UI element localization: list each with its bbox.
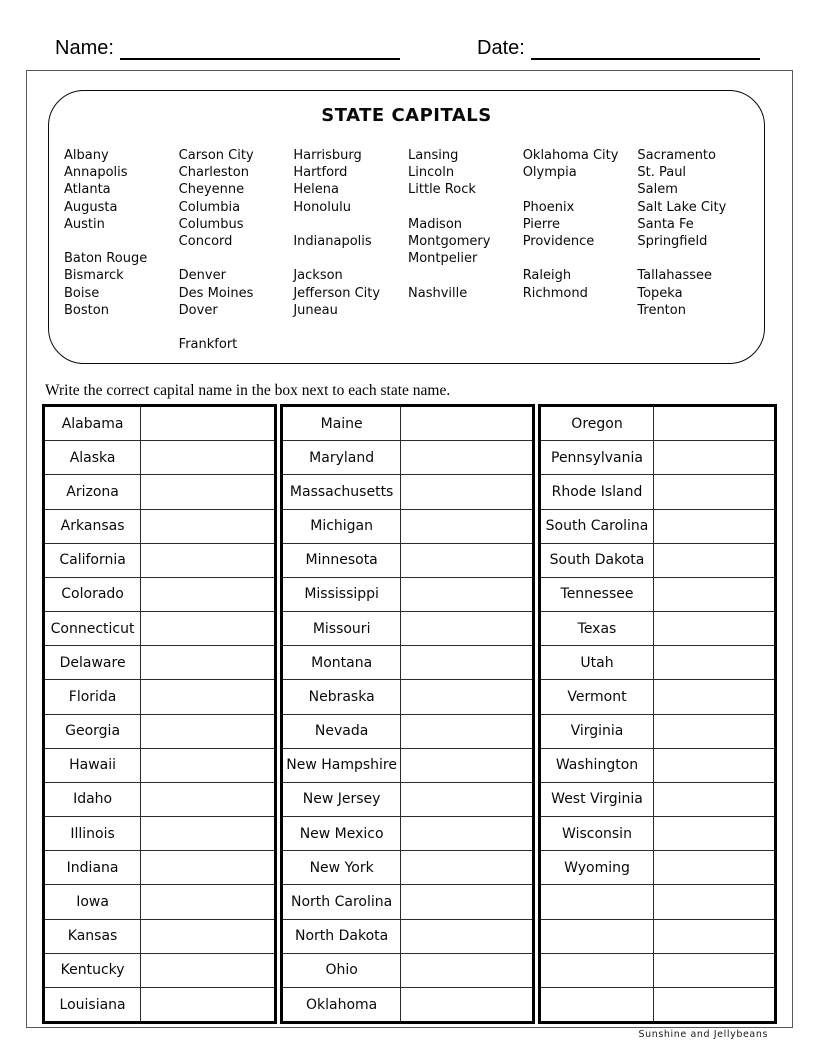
word-bank-item: Tallahassee: [637, 268, 713, 284]
table-row: [541, 679, 774, 713]
word-bank-gap: [64, 233, 179, 250]
word-bank-item: Honolulu: [293, 199, 351, 215]
answer-cell[interactable]: [141, 817, 274, 850]
table-row: [541, 407, 774, 440]
word-bank-item: Providence: [522, 233, 595, 249]
state-cell: Connecticut: [45, 612, 141, 645]
answer-cell[interactable]: [141, 715, 274, 748]
state-cell: Louisiana: [45, 988, 141, 1021]
table-row: [541, 850, 774, 884]
table-row: [45, 474, 274, 508]
table-row: [283, 987, 532, 1021]
answer-cell[interactable]: [141, 885, 274, 918]
state-cell: Florida: [45, 680, 141, 713]
word-bank-item: Columbus: [178, 216, 244, 232]
answer-cell[interactable]: [401, 441, 532, 474]
word-bank-item: Charleston: [178, 165, 249, 181]
word-bank-item: Madison: [408, 216, 463, 232]
state-cell: Pennsylvania: [541, 441, 654, 474]
answer-cell[interactable]: [654, 851, 774, 884]
word-bank-item: Raleigh: [522, 268, 572, 284]
state-cell: Texas: [541, 612, 654, 645]
state-cell: [541, 988, 654, 1021]
state-cell: [541, 920, 654, 953]
answer-cell[interactable]: [654, 475, 774, 508]
word-bank-item: Topeka: [637, 285, 683, 301]
answer-cell[interactable]: [141, 646, 274, 679]
word-bank-item: Juneau: [293, 302, 338, 318]
word-bank-item: Olympia: [522, 165, 577, 181]
table-row: [541, 884, 774, 918]
word-bank-item: Lincoln: [408, 165, 455, 181]
table-row: [283, 714, 532, 748]
word-bank-column: [637, 147, 752, 353]
table-row: [283, 748, 532, 782]
state-cell: Oregon: [541, 407, 654, 440]
table-row: [45, 577, 274, 611]
answer-cell[interactable]: [401, 544, 532, 577]
answer-cell[interactable]: [654, 954, 774, 987]
table-row: [541, 782, 774, 816]
word-bank-gap: [637, 250, 752, 267]
table-row: [283, 611, 532, 645]
answer-cell[interactable]: [654, 544, 774, 577]
word-bank-item: Richmond: [522, 285, 588, 301]
answer-cell[interactable]: [654, 885, 774, 918]
table-row: [45, 748, 274, 782]
table-row: [283, 543, 532, 577]
word-bank-gap: [523, 250, 638, 267]
table-row: [283, 474, 532, 508]
answer-cell[interactable]: [654, 920, 774, 953]
answer-cell[interactable]: [401, 920, 532, 953]
answer-cell[interactable]: [654, 988, 774, 1021]
state-cell: Arkansas: [45, 510, 141, 543]
answer-cell[interactable]: [401, 954, 532, 987]
table-row: [45, 543, 274, 577]
state-cell: California: [45, 544, 141, 577]
table-row: [283, 953, 532, 987]
state-cell: Wyoming: [541, 851, 654, 884]
word-bank-column: [64, 147, 179, 353]
word-bank-item: Jackson: [293, 268, 343, 284]
table-row: [45, 816, 274, 850]
footer-credit: Sunshine and Jellybeans: [638, 1029, 768, 1040]
state-cell: Wisconsin: [541, 817, 654, 850]
answer-cell[interactable]: [401, 988, 532, 1021]
word-bank-column: [179, 147, 294, 353]
table-row: [283, 850, 532, 884]
word-bank-item: Dover: [178, 302, 218, 318]
state-cell: Idaho: [45, 783, 141, 816]
table-row: [283, 407, 532, 440]
state-cell: Virginia: [541, 715, 654, 748]
word-bank-item: Nashville: [408, 285, 468, 301]
state-cell: [541, 885, 654, 918]
state-cell: Michigan: [283, 510, 401, 543]
state-cell: Indiana: [45, 851, 141, 884]
answer-cell[interactable]: [654, 578, 774, 611]
state-cell: Maryland: [283, 441, 401, 474]
state-cell: South Dakota: [541, 544, 654, 577]
answer-cell[interactable]: [141, 441, 274, 474]
word-bank-item: Concord: [178, 233, 233, 249]
table-row: [45, 884, 274, 918]
answer-cell[interactable]: [141, 612, 274, 645]
table-row: [283, 816, 532, 850]
table-row: [541, 987, 774, 1021]
state-cell: Massachusetts: [283, 475, 401, 508]
state-cell: New Mexico: [283, 817, 401, 850]
date-label: Date:: [477, 37, 525, 59]
table-row: [45, 782, 274, 816]
table-row: [283, 509, 532, 543]
word-bank-item: Atlanta: [64, 182, 111, 198]
answer-cell[interactable]: [401, 885, 532, 918]
table-row: [541, 645, 774, 679]
state-cell: [541, 954, 654, 987]
answer-cell[interactable]: [654, 612, 774, 645]
word-bank-gap: [408, 199, 523, 216]
word-bank-item: Hartford: [293, 165, 348, 181]
answer-cell[interactable]: [401, 817, 532, 850]
word-bank-item: Little Rock: [408, 182, 476, 198]
table-row: [541, 577, 774, 611]
state-cell: Kentucky: [45, 954, 141, 987]
name-label: Name:: [55, 37, 114, 59]
word-bank-item: Augusta: [64, 199, 118, 215]
answer-cell[interactable]: [141, 920, 274, 953]
word-bank-item: Montgomery: [408, 233, 491, 249]
answer-table: [42, 404, 777, 1024]
answer-cell[interactable]: [654, 715, 774, 748]
answer-cell[interactable]: [654, 817, 774, 850]
answer-cell[interactable]: [401, 715, 532, 748]
answer-cell[interactable]: [141, 783, 274, 816]
state-cell: Colorado: [45, 578, 141, 611]
word-bank-gap: [293, 250, 408, 267]
table-row: [45, 440, 274, 474]
word-bank-columns: [64, 147, 752, 353]
state-cell: Utah: [541, 646, 654, 679]
word-bank-column: [523, 147, 638, 353]
table-row: [541, 474, 774, 508]
word-bank-item: Indianapolis: [293, 233, 372, 249]
word-bank-item: Bismarck: [64, 268, 124, 284]
table-row: [541, 953, 774, 987]
word-bank-item: Boston: [64, 302, 109, 318]
state-cell: Nebraska: [283, 680, 401, 713]
answer-cell[interactable]: [141, 851, 274, 884]
answer-cell[interactable]: [141, 475, 274, 508]
word-bank-column: [293, 147, 408, 353]
table-row: [45, 509, 274, 543]
state-cell: Hawaii: [45, 749, 141, 782]
table-row: [45, 679, 274, 713]
word-bank-item: Albany: [64, 148, 109, 163]
word-bank-item: Montpelier: [408, 251, 478, 267]
table-row: [541, 440, 774, 474]
table-row: [541, 611, 774, 645]
state-cell: Delaware: [45, 646, 141, 679]
state-cell: Alabama: [45, 407, 141, 440]
word-bank-item: Frankfort: [178, 337, 238, 353]
word-bank-item: Jefferson City: [293, 285, 381, 301]
date-field[interactable]: [531, 40, 760, 60]
state-cell: Alaska: [45, 441, 141, 474]
word-bank-item: Helena: [293, 182, 339, 198]
answer-cell[interactable]: [141, 407, 274, 440]
table-row: [283, 919, 532, 953]
state-cell: West Virginia: [541, 783, 654, 816]
word-bank-item: Santa Fe: [637, 216, 694, 232]
word-bank-item: St. Paul: [637, 165, 687, 181]
table-group-1: [42, 404, 277, 1024]
state-cell: Kansas: [45, 920, 141, 953]
state-cell: New Jersey: [283, 783, 401, 816]
answer-cell[interactable]: [141, 510, 274, 543]
word-bank-item: Oklahoma City: [522, 148, 619, 163]
instruction-text: Write the correct capital name in the box next to each state name.: [45, 382, 451, 399]
state-cell: New York: [283, 851, 401, 884]
word-bank-item: Salt Lake City: [637, 199, 727, 215]
state-cell: Tennessee: [541, 578, 654, 611]
table-row: [541, 816, 774, 850]
table-row: [541, 748, 774, 782]
state-cell: Maine: [283, 407, 401, 440]
word-bank-gap: [523, 181, 638, 198]
state-cell: Vermont: [541, 680, 654, 713]
state-cell: New Hampshire: [283, 749, 401, 782]
table-row: [283, 645, 532, 679]
table-row: [283, 577, 532, 611]
word-bank-gap: [179, 250, 294, 267]
answer-cell[interactable]: [654, 510, 774, 543]
answer-cell[interactable]: [401, 475, 532, 508]
answer-cell[interactable]: [141, 954, 274, 987]
answer-cell[interactable]: [401, 510, 532, 543]
state-cell: Illinois: [45, 817, 141, 850]
state-cell: Arizona: [45, 475, 141, 508]
state-cell: Washington: [541, 749, 654, 782]
state-cell: Missouri: [283, 612, 401, 645]
state-cell: Nevada: [283, 715, 401, 748]
answer-cell[interactable]: [654, 783, 774, 816]
answer-cell[interactable]: [141, 680, 274, 713]
answer-cell[interactable]: [401, 680, 532, 713]
word-bank-gap: [293, 216, 408, 233]
state-cell: Minnesota: [283, 544, 401, 577]
table-row: [541, 714, 774, 748]
word-bank-title: STATE CAPITALS: [321, 105, 492, 126]
word-bank-item: Boise: [64, 285, 100, 301]
state-cell: Montana: [283, 646, 401, 679]
word-bank-gap: [179, 319, 294, 336]
word-bank-column: [408, 147, 523, 353]
word-bank-box: [48, 90, 765, 364]
word-bank-item: Columbia: [178, 199, 241, 215]
word-bank-item: Phoenix: [522, 199, 575, 215]
answer-cell[interactable]: [654, 680, 774, 713]
answer-cell[interactable]: [401, 851, 532, 884]
table-row: [45, 987, 274, 1021]
word-bank-item: Des Moines: [178, 285, 254, 301]
word-bank-item: Sacramento: [637, 148, 716, 163]
answer-cell[interactable]: [401, 783, 532, 816]
table-row: [541, 919, 774, 953]
table-row: [283, 440, 532, 474]
name-field[interactable]: [120, 40, 400, 60]
answer-cell[interactable]: [401, 646, 532, 679]
answer-cell[interactable]: [401, 749, 532, 782]
answer-cell[interactable]: [141, 544, 274, 577]
word-bank-item: Annapolis: [64, 165, 128, 181]
word-bank-item: Salem: [637, 182, 678, 198]
table-row: [283, 884, 532, 918]
table-row: [45, 953, 274, 987]
answer-cell[interactable]: [654, 749, 774, 782]
state-cell: Oklahoma: [283, 988, 401, 1021]
answer-cell[interactable]: [141, 578, 274, 611]
word-bank-item: Denver: [178, 268, 226, 284]
state-cell: Ohio: [283, 954, 401, 987]
word-bank-item: Springfield: [637, 233, 708, 249]
table-row: [45, 850, 274, 884]
word-bank-item: Trenton: [637, 302, 686, 318]
state-cell: North Dakota: [283, 920, 401, 953]
table-group-2: [280, 404, 535, 1024]
word-bank-gap: [408, 267, 523, 284]
state-cell: Mississippi: [283, 578, 401, 611]
table-row: [45, 645, 274, 679]
state-cell: Rhode Island: [541, 475, 654, 508]
answer-cell[interactable]: [654, 441, 774, 474]
answer-cell[interactable]: [401, 578, 532, 611]
state-cell: North Carolina: [283, 885, 401, 918]
table-row: [283, 679, 532, 713]
answer-cell[interactable]: [141, 749, 274, 782]
word-bank-item: Austin: [64, 216, 105, 232]
table-row: [541, 509, 774, 543]
table-row: [45, 611, 274, 645]
word-bank-item: Pierre: [522, 216, 561, 232]
state-cell: South Carolina: [541, 510, 654, 543]
answer-cell[interactable]: [141, 988, 274, 1021]
word-bank-item: Carson City: [178, 148, 254, 163]
table-row: [45, 407, 274, 440]
table-row: [45, 714, 274, 748]
word-bank-item: Lansing: [408, 148, 459, 163]
table-row: [45, 919, 274, 953]
table-row: [541, 543, 774, 577]
state-cell: Iowa: [45, 885, 141, 918]
table-group-3: [538, 404, 777, 1024]
word-bank-item: Cheyenne: [178, 182, 245, 198]
table-row: [283, 782, 532, 816]
answer-cell[interactable]: [401, 407, 532, 440]
answer-cell[interactable]: [401, 612, 532, 645]
word-bank-item: Baton Rouge: [64, 251, 148, 267]
state-cell: Georgia: [45, 715, 141, 748]
word-bank-item: Harrisburg: [293, 148, 362, 163]
answer-cell[interactable]: [654, 407, 774, 440]
answer-cell[interactable]: [654, 646, 774, 679]
